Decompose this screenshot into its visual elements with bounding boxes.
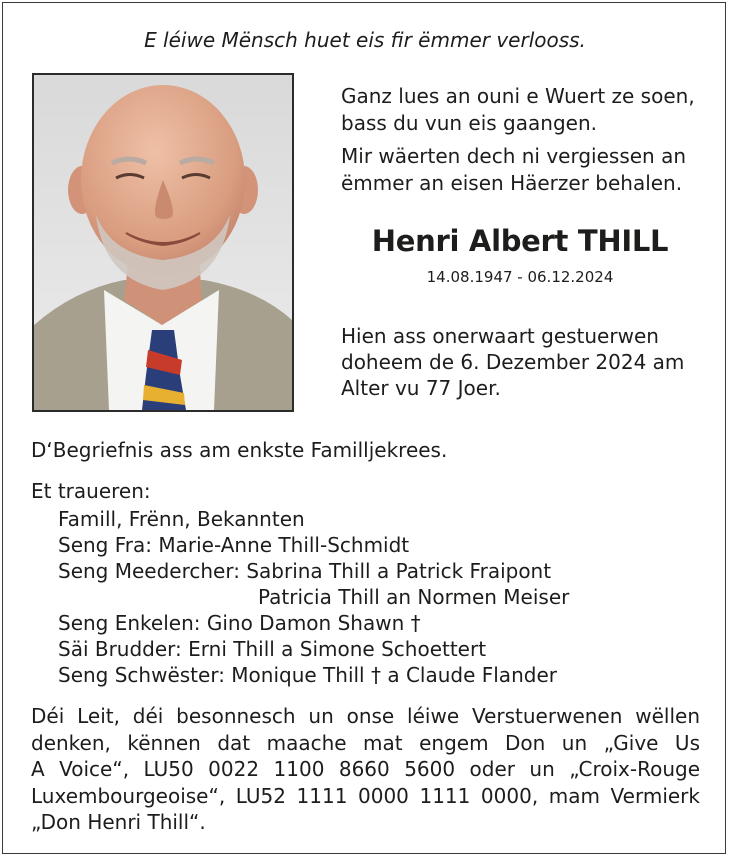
passing-text bbox=[341, 323, 721, 401]
mourner-row bbox=[58, 584, 569, 610]
donation-line: Luxembourgeoise“, LU52 1111 0000 1111 0000, mam Vermierk bbox=[31, 783, 700, 808]
mourners-heading: Et traueren: bbox=[31, 479, 151, 503]
mourner-row: Seng Schwëster: Monique Thill † a Claude Flander bbox=[58, 663, 557, 687]
donation-line: denken, kënnen dat maache mat engem Don un „Give Us bbox=[31, 730, 700, 755]
passing-line: Alter vu 77 Joer. bbox=[341, 376, 501, 400]
poem-line: Mir wäerten dech ni vergiessen an bbox=[341, 144, 687, 168]
donation-line: Déi Leit, déi besonnesch un onse léiwe Verstuerwenen wëllen bbox=[31, 704, 700, 728]
donation-text bbox=[31, 703, 700, 836]
poem-stanza bbox=[341, 143, 721, 197]
portrait-photo bbox=[32, 73, 294, 412]
mourner-continuation: Patricia Thill an Normen Meiser bbox=[258, 585, 570, 609]
funeral-note: D‘Begriefnis ass am enkste Familljekrees. bbox=[31, 438, 448, 462]
poem-line: Ganz lues an ouni e Wuert ze soen, bbox=[341, 84, 695, 108]
poem-line: bass du vun eis gaangen. bbox=[341, 111, 597, 135]
mourner-row: Seng Enkelen: Gino Damon Shawn † bbox=[58, 611, 421, 635]
mourners-list bbox=[58, 506, 569, 688]
life-dates: 14.08.1947 - 06.12.2024 bbox=[426, 268, 614, 286]
mourner-row: Säi Brudder: Erni Thill a Simone Schoettert bbox=[58, 637, 487, 661]
mourner-row: Seng Fra: Marie-Anne Thill-Schmidt bbox=[58, 533, 410, 557]
mourner-row: Seng Meedercher: Sabrina Thill a Patrick Fraipont bbox=[58, 559, 552, 583]
poem-stanza bbox=[341, 83, 721, 137]
donation-line: „Don Henri Thill“. bbox=[31, 810, 206, 834]
motto: E léiwe Mënsch huet eis fir ëmmer verlooss. bbox=[144, 28, 586, 52]
deceased-name: Henri Albert THILL bbox=[371, 224, 669, 258]
poem bbox=[341, 83, 721, 203]
donation-line: A Voice“, LU50 0022 1100 8660 5600 oder un „Croix-Rouge bbox=[31, 757, 700, 781]
mourner-row: Famill, Frënn, Bekannten bbox=[58, 507, 305, 531]
poem-line: ëmmer an eisen Häerzer behalen. bbox=[341, 171, 683, 195]
passing-line: doheem de 6. Dezember 2024 am bbox=[341, 350, 685, 374]
passing-line: Hien ass onerwaart gestuerwen bbox=[341, 324, 659, 348]
